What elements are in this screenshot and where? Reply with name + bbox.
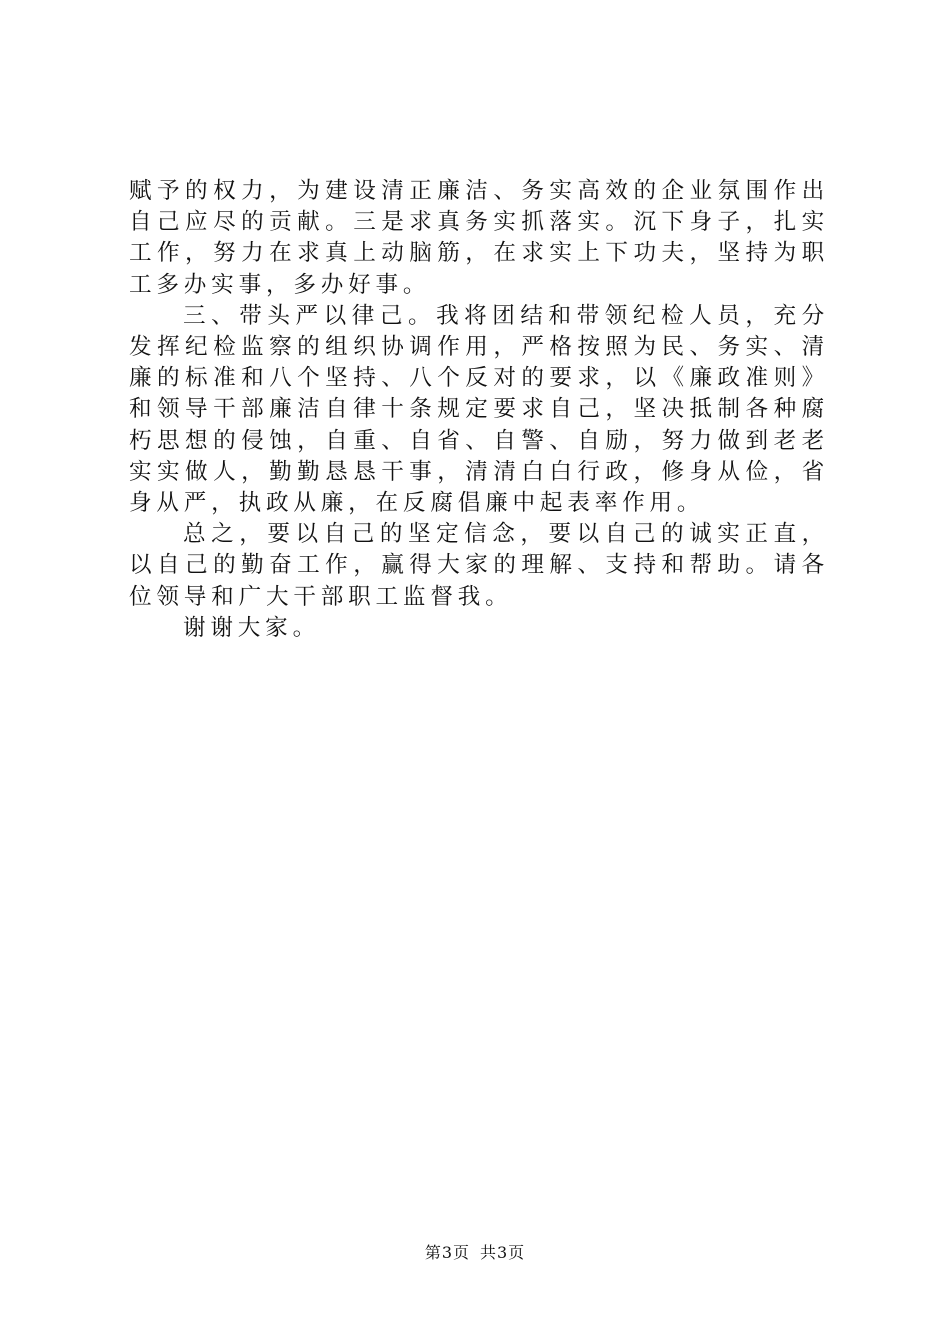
document-body <box>129 176 829 644</box>
page-number-total: 共3页 <box>480 1243 526 1262</box>
page-number-current: 第3页 <box>424 1243 470 1262</box>
page-footer <box>0 1243 950 1263</box>
paragraph-conclusion: 总之，要以自己的坚定信念，要以自己的诚实正直，以自己的勤奋工作，赢得大家的理解、支持和帮助。请各位领导和广大干部职工监督我。 <box>129 521 829 610</box>
paragraph-thanks: 谢谢大家。 <box>183 614 320 641</box>
paragraph-continuation: 赋予的权力，为建设清正廉洁、务实高效的企业氛围作出自己应尽的贡献。三是求真务实抓落实。沉下身子，扎实工作，努力在求真上动脑筋，在求实上下功夫，坚持为职工多办实事，多办好事。 <box>129 178 829 298</box>
paragraph-section-three: 三、带头严以律己。我将团结和带领纪检人员，充分发挥纪检监察的组织协调作用，严格按照为民、务实、清廉的标准和八个坚持、八个反对的要求，以《廉政准则》和领导干部廉洁自律十条规定要求自己，坚决抵制各种腐朽思想的侵蚀，自重、自省、自警、自励，努力做到老老实实做人，勤勤恳恳干事，清清白白行政，修身从俭，省身从严，执政从廉，在反腐倡廉中起表率作用。 <box>129 302 829 517</box>
